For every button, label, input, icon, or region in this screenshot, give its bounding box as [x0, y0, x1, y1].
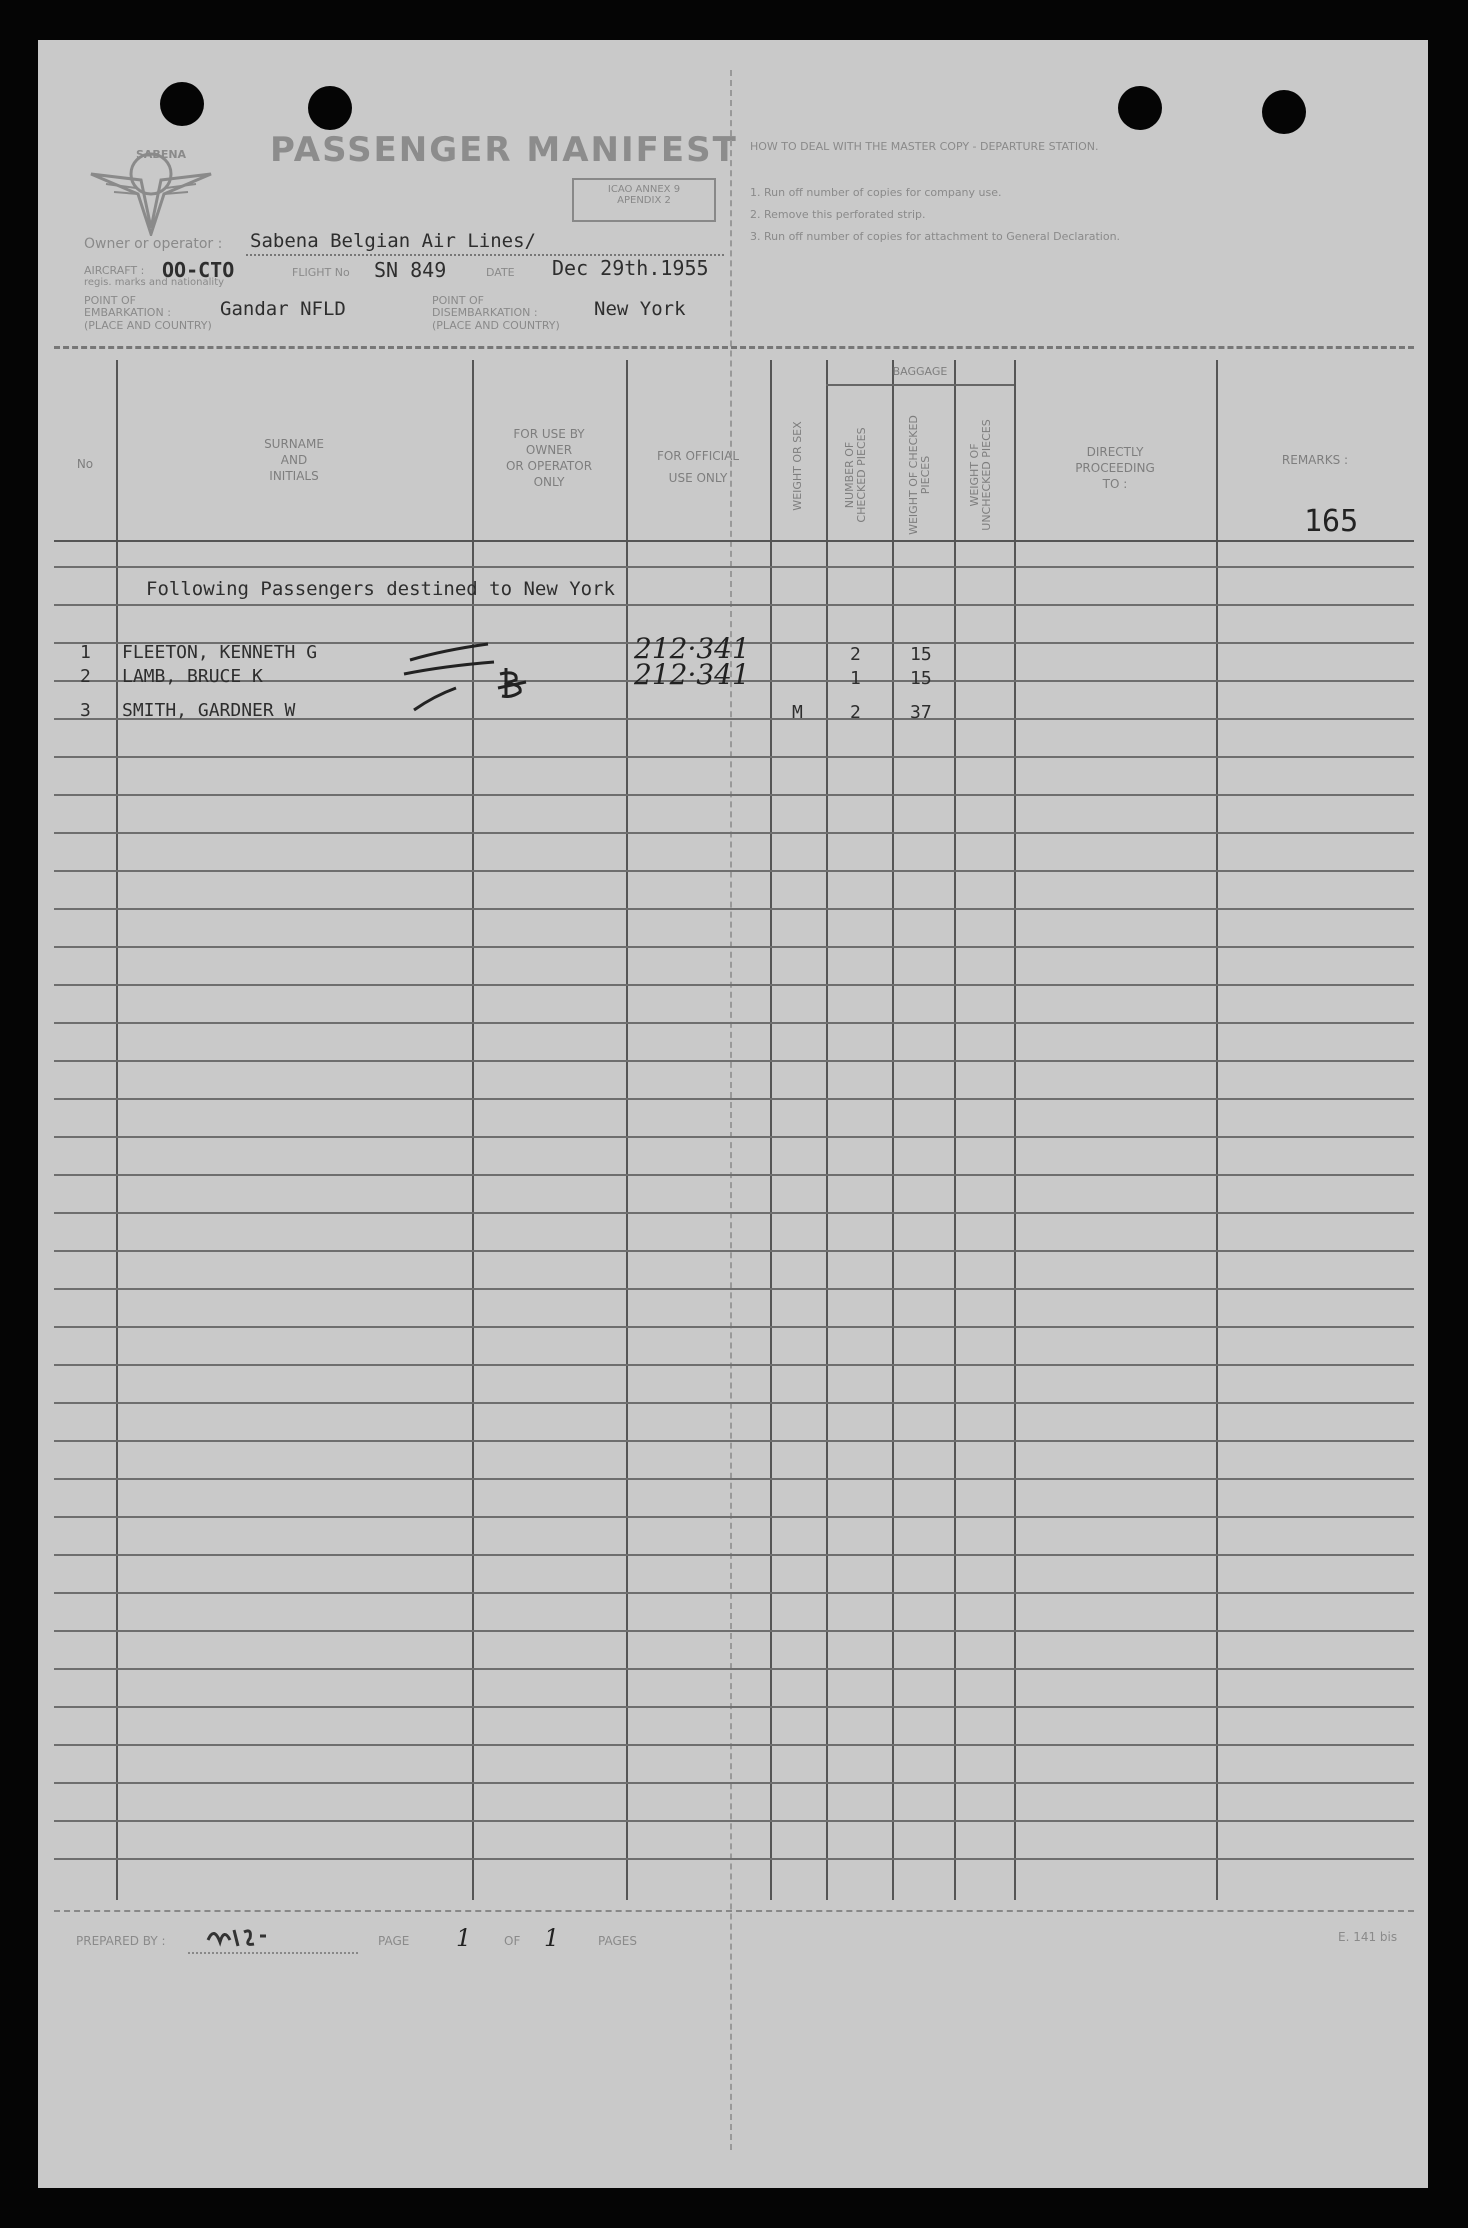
col-directly: [1014, 444, 1216, 492]
passenger-name: FLEETON, KENNETH G: [122, 642, 318, 663]
ruled-line: [54, 794, 1414, 796]
prepared-underline: [188, 1952, 358, 1954]
col-official-use-2: USE ONLY: [668, 471, 728, 485]
ruled-line: [54, 1554, 1414, 1556]
owner-label: Owner or operator :: [84, 236, 223, 252]
signature-icon: [204, 1922, 294, 1952]
ruled-line: [54, 1250, 1414, 1252]
col-no: No: [76, 457, 94, 471]
of-value: 1: [544, 1924, 560, 1952]
passenger-name: LAMB, BRUCE K: [122, 666, 263, 687]
destination-note: Following Passengers destined to New York: [146, 578, 615, 600]
passenger-pieces: 2: [850, 702, 861, 723]
col-owner-use-2: OWNER: [525, 443, 573, 457]
instruction-1: 1. Run off number of copies for company use.: [750, 186, 1002, 199]
col-surname-3: INITIALS: [269, 469, 319, 483]
instructions-title: HOW TO DEAL WITH THE MASTER COPY - DEPARTURE STATION.: [750, 140, 1099, 153]
disembark-label-3: (PLACE AND COUNTRY): [432, 319, 560, 332]
embark-label-2: EMBARKATION :: [84, 306, 171, 319]
handwritten-marks-icon: [394, 626, 614, 716]
col-remarks: REMARKS :: [1281, 453, 1349, 467]
ruled-line: [54, 604, 1414, 606]
prepared-label: PREPARED BY :: [76, 1934, 166, 1948]
flight-value: SN 849: [374, 258, 447, 282]
aircraft-sub: regis. marks and nationality: [84, 277, 225, 288]
date-label: DATE: [486, 266, 515, 279]
col-official-use: [626, 448, 770, 486]
manifest-sheet: [38, 40, 1428, 2188]
punch-hole-2: [308, 86, 352, 130]
ruled-line: [54, 1478, 1414, 1480]
page-number-stamp: 165: [1304, 504, 1359, 539]
table-top-rule: [54, 346, 1414, 349]
passenger-pieces: 1: [850, 668, 861, 689]
ruled-line: [54, 1516, 1414, 1518]
ruled-line: [54, 1022, 1414, 1024]
passenger-official: 212·341: [634, 632, 750, 665]
ruled-line: [54, 1440, 1414, 1442]
date-value: Dec 29th.1955: [552, 256, 709, 280]
ruled-line: [54, 1820, 1414, 1822]
col-owner-use-3: OR OPERATOR: [505, 459, 593, 473]
instruction-3: 3. Run off number of copies for attachment to General Declaration.: [750, 230, 1121, 243]
col-owner-use-1: FOR USE BY: [513, 427, 585, 441]
logo-text: SABENA: [136, 148, 187, 161]
ruled-line: [54, 984, 1414, 986]
icao-box: [572, 178, 716, 222]
passenger-weight-sex: M: [792, 702, 803, 723]
disembark-value: New York: [594, 298, 686, 320]
passenger-pieces: 2: [850, 644, 861, 665]
ruled-line: [54, 1630, 1414, 1632]
col-owner-use-4: ONLY: [533, 475, 565, 489]
punch-hole-3: [1118, 86, 1162, 130]
punch-hole-4: [1262, 90, 1306, 134]
passenger-no: 3: [80, 700, 91, 721]
col-baggage: BAGGAGE: [892, 365, 948, 378]
ruled-line: [54, 1136, 1414, 1138]
col-directly-1: DIRECTLY: [1086, 445, 1144, 459]
embark-value: Gandar NFLD: [220, 298, 346, 320]
col-official-use-1: FOR OFFICIAL: [656, 449, 740, 463]
col-directly-2: PROCEEDING: [1075, 461, 1155, 475]
ruled-line: [54, 756, 1414, 758]
disembark-label-1: POINT OF: [432, 294, 484, 307]
col-number-checked: NUMBER OF CHECKED PIECES: [843, 427, 868, 523]
instruction-2: 2. Remove this perforated strip.: [750, 208, 926, 221]
flight-label: FLIGHT No: [292, 266, 350, 279]
manifest-title: PASSENGER MANIFEST: [270, 130, 738, 170]
ruled-line: [54, 1364, 1414, 1366]
form-code: E. 141 bis: [1338, 1930, 1398, 1944]
passenger-official: 212·341: [634, 658, 750, 691]
ruled-line: [54, 1782, 1414, 1784]
passenger-no: 1: [80, 642, 91, 663]
ruled-line: [54, 1174, 1414, 1176]
col-weight-unchecked: WEIGHT OF UNCHECKED PIECES: [968, 419, 993, 531]
ruled-line: [54, 1858, 1414, 1860]
passenger-weight: 15: [910, 668, 932, 689]
passenger-name: SMITH, GARDNER W: [122, 700, 296, 721]
icao-line-2: APENDIX 2: [617, 195, 671, 206]
pages-label: PAGES: [598, 1934, 637, 1948]
col-surname-2: AND: [280, 453, 308, 467]
ruled-line: [54, 1288, 1414, 1290]
embark-label-3: (PLACE AND COUNTRY): [84, 319, 212, 332]
footer-rule: [54, 1910, 1414, 1912]
ruled-line: [54, 1212, 1414, 1214]
col-surname-1: SURNAME: [264, 437, 324, 451]
passenger-weight: 15: [910, 644, 932, 665]
passenger-no: 2: [80, 666, 91, 687]
manifest-table: [54, 360, 1414, 1900]
ruled-line: [54, 1098, 1414, 1100]
ruled-line: [54, 1744, 1414, 1746]
ruled-line: [54, 1060, 1414, 1062]
ruled-line: [54, 1592, 1414, 1594]
disembark-label-2: DISEMBARKATION :: [432, 306, 538, 319]
ruled-line: [54, 908, 1414, 910]
of-label: OF: [504, 1934, 521, 1948]
page-label: PAGE: [378, 1934, 410, 1948]
punch-hole-1: [160, 82, 204, 126]
col-surname: [116, 436, 472, 484]
page-value: 1: [456, 1924, 472, 1952]
ruled-line: [54, 1668, 1414, 1670]
col-weight-checked: WEIGHT OF CHECKED PIECES: [907, 415, 932, 535]
col-owner-use: [472, 426, 626, 490]
icao-line-1: ICAO ANNEX 9: [607, 184, 681, 195]
ruled-line: [54, 832, 1414, 834]
aircraft-label: AIRCRAFT :: [84, 264, 145, 277]
aircraft-value: OO-CTO: [162, 258, 235, 282]
ruled-line: [54, 1326, 1414, 1328]
ruled-line: [54, 1706, 1414, 1708]
embark-label-1: POINT OF: [84, 294, 136, 307]
ruled-line: [54, 566, 1414, 568]
owner-value: Sabena Belgian Air Lines/: [250, 230, 536, 252]
ruled-line: [54, 1402, 1414, 1404]
ruled-line: [54, 946, 1414, 948]
ruled-line: [54, 870, 1414, 872]
col-directly-3: TO :: [1102, 477, 1128, 491]
col-weight-sex: WEIGHT OR SEX: [791, 421, 804, 511]
passenger-weight: 37: [910, 702, 932, 723]
